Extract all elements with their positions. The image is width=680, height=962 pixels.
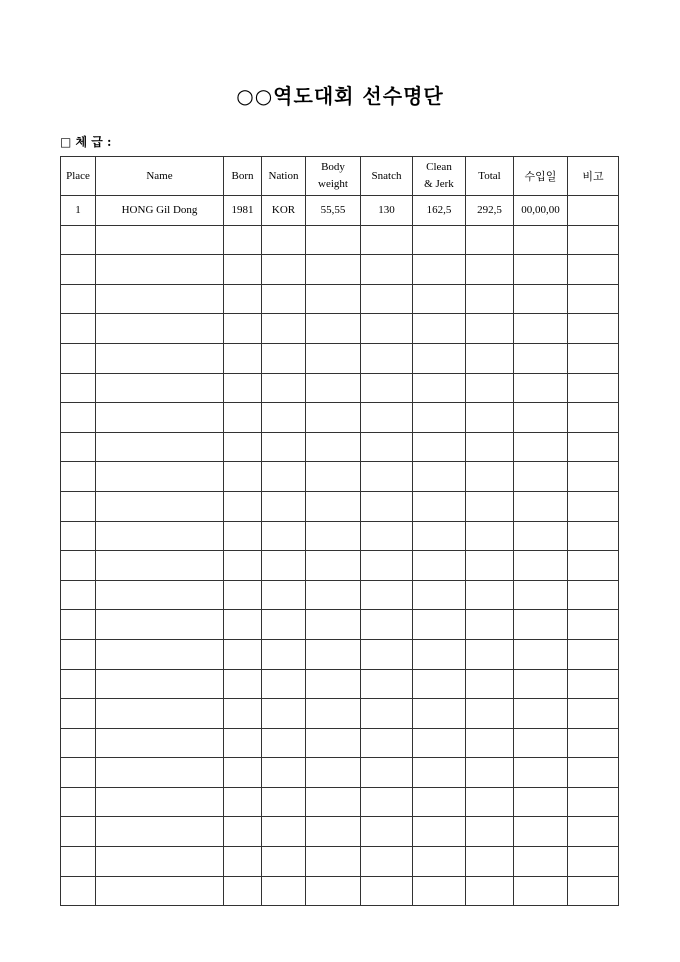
empty-row [61,847,619,877]
empty-row [61,225,619,255]
empty-cell [96,521,224,551]
empty-cell [61,225,96,255]
empty-cell [306,255,361,285]
empty-cell [568,610,619,640]
empty-cell [262,758,306,788]
roster-body [61,196,619,906]
empty-cell [514,787,568,817]
empty-cell [96,551,224,581]
empty-cell [413,699,466,729]
empty-cell [361,847,413,877]
empty-cell [361,817,413,847]
empty-cell [306,314,361,344]
empty-cell [361,728,413,758]
empty-cell [262,521,306,551]
empty-cell [224,787,262,817]
empty-cell [224,403,262,433]
empty-cell [413,284,466,314]
empty-cell [96,343,224,373]
empty-cell [224,817,262,847]
header-body-weight [306,157,361,196]
empty-cell [306,551,361,581]
empty-cell [413,787,466,817]
empty-cell [96,314,224,344]
header-nation: Nation [262,157,306,196]
empty-cell [306,462,361,492]
empty-cell [224,284,262,314]
empty-row [61,639,619,669]
empty-cell [306,699,361,729]
empty-cell [306,580,361,610]
empty-cell [224,639,262,669]
cell-place: 1 [61,196,96,226]
empty-row [61,699,619,729]
empty-cell [514,373,568,403]
empty-cell [306,787,361,817]
weight-class-label: □ 체 급 : [60,135,112,149]
empty-cell [413,521,466,551]
cell-born: 1981 [224,196,262,226]
empty-cell [262,314,306,344]
empty-row [61,669,619,699]
empty-cell [514,225,568,255]
empty-cell [466,432,514,462]
empty-cell [224,728,262,758]
table-row [61,196,619,226]
empty-cell [466,225,514,255]
empty-cell [568,373,619,403]
empty-cell [262,639,306,669]
empty-cell [96,284,224,314]
empty-cell [224,847,262,877]
empty-cell [568,669,619,699]
empty-cell [361,787,413,817]
cell-body-weight: 55,55 [306,196,361,226]
empty-cell [306,728,361,758]
empty-cell [568,876,619,906]
empty-cell [514,314,568,344]
empty-cell [361,284,413,314]
empty-cell [361,255,413,285]
empty-cell [224,580,262,610]
empty-cell [361,432,413,462]
empty-cell [262,699,306,729]
empty-cell [61,639,96,669]
empty-cell [466,462,514,492]
empty-cell [306,432,361,462]
empty-cell [61,847,96,877]
empty-cell [466,343,514,373]
empty-cell [361,669,413,699]
empty-cell [466,847,514,877]
empty-cell [361,758,413,788]
empty-row [61,255,619,285]
empty-cell [224,521,262,551]
empty-cell [224,255,262,285]
empty-cell [514,699,568,729]
empty-cell [568,403,619,433]
empty-cell [413,373,466,403]
empty-cell [262,876,306,906]
empty-cell [224,876,262,906]
empty-cell [61,462,96,492]
empty-cell [514,284,568,314]
empty-cell [224,373,262,403]
empty-cell [568,343,619,373]
empty-cell [96,787,224,817]
empty-row [61,491,619,521]
empty-cell [224,758,262,788]
empty-cell [262,610,306,640]
empty-cell [262,343,306,373]
empty-cell [413,551,466,581]
empty-cell [466,373,514,403]
empty-cell [466,521,514,551]
empty-cell [466,284,514,314]
empty-cell [568,225,619,255]
empty-cell [61,580,96,610]
empty-cell [514,610,568,640]
empty-cell [413,343,466,373]
empty-row [61,876,619,906]
empty-cell [361,373,413,403]
empty-cell [262,491,306,521]
empty-row [61,521,619,551]
empty-row [61,373,619,403]
empty-cell [224,669,262,699]
empty-cell [61,491,96,521]
empty-cell [306,876,361,906]
cell-date: 00,00,00 [514,196,568,226]
empty-cell [413,462,466,492]
empty-row [61,462,619,492]
empty-cell [96,639,224,669]
cell-name: HONG Gil Dong [96,196,224,226]
empty-cell [306,373,361,403]
empty-cell [413,817,466,847]
empty-cell [361,639,413,669]
empty-cell [224,343,262,373]
empty-cell [306,610,361,640]
header-place: Place [61,157,96,196]
empty-cell [568,728,619,758]
empty-cell [262,462,306,492]
empty-cell [61,876,96,906]
empty-cell [361,403,413,433]
empty-row [61,758,619,788]
empty-cell [514,817,568,847]
empty-cell [466,817,514,847]
empty-row [61,432,619,462]
header-remarks: 비고 [568,157,619,196]
empty-cell [96,373,224,403]
header-born: Born [224,157,262,196]
empty-cell [361,343,413,373]
empty-cell [514,876,568,906]
empty-cell [262,787,306,817]
empty-cell [224,551,262,581]
empty-cell [61,432,96,462]
empty-cell [224,699,262,729]
cell-nation: KOR [262,196,306,226]
empty-cell [514,432,568,462]
empty-cell [61,403,96,433]
empty-cell [96,728,224,758]
empty-cell [96,876,224,906]
empty-cell [568,817,619,847]
empty-cell [262,847,306,877]
empty-cell [466,669,514,699]
empty-cell [306,669,361,699]
empty-cell [61,669,96,699]
empty-cell [96,847,224,877]
empty-cell [224,432,262,462]
empty-cell [514,462,568,492]
empty-cell [61,521,96,551]
empty-cell [306,817,361,847]
empty-row [61,817,619,847]
empty-cell [413,491,466,521]
empty-cell [262,373,306,403]
empty-cell [466,314,514,344]
empty-cell [262,551,306,581]
empty-cell [413,847,466,877]
cell-remarks [568,196,619,226]
empty-cell [61,373,96,403]
empty-cell [361,551,413,581]
empty-cell [466,551,514,581]
empty-cell [61,787,96,817]
empty-cell [262,580,306,610]
empty-cell [466,610,514,640]
cell-total: 292,5 [466,196,514,226]
empty-cell [96,669,224,699]
empty-cell [466,787,514,817]
empty-cell [306,284,361,314]
empty-cell [514,580,568,610]
header-body-weight-line1: Body [321,161,345,173]
empty-cell [466,491,514,521]
empty-cell [568,314,619,344]
empty-cell [61,728,96,758]
empty-row [61,728,619,758]
empty-cell [413,225,466,255]
empty-cell [96,255,224,285]
empty-cell [96,580,224,610]
empty-cell [306,847,361,877]
empty-cell [568,491,619,521]
athlete-roster-table [60,156,619,906]
empty-cell [306,403,361,433]
header-body-weight-line2: weight [318,178,348,190]
empty-cell [568,462,619,492]
empty-cell [413,758,466,788]
empty-cell [568,699,619,729]
empty-cell [514,343,568,373]
empty-row [61,580,619,610]
empty-cell [96,462,224,492]
empty-cell [413,669,466,699]
empty-cell [306,225,361,255]
empty-cell [96,758,224,788]
empty-cell [361,462,413,492]
empty-cell [568,787,619,817]
empty-cell [61,610,96,640]
empty-cell [514,551,568,581]
empty-cell [568,551,619,581]
empty-cell [361,580,413,610]
empty-cell [224,462,262,492]
empty-cell [96,403,224,433]
cell-snatch: 130 [361,196,413,226]
empty-cell [361,876,413,906]
empty-cell [514,669,568,699]
empty-cell [568,284,619,314]
empty-cell [306,639,361,669]
header-clean-jerk [413,157,466,196]
empty-cell [96,610,224,640]
empty-cell [466,580,514,610]
empty-cell [568,639,619,669]
empty-row [61,787,619,817]
empty-cell [413,639,466,669]
header-name: Name [96,157,224,196]
empty-row [61,314,619,344]
empty-cell [568,580,619,610]
empty-cell [413,610,466,640]
empty-cell [224,491,262,521]
empty-cell [514,728,568,758]
empty-cell [224,225,262,255]
empty-cell [514,639,568,669]
empty-cell [361,491,413,521]
empty-cell [61,551,96,581]
empty-cell [262,225,306,255]
empty-cell [61,343,96,373]
empty-cell [413,580,466,610]
header-clean-jerk-line1: Clean [426,161,452,173]
empty-cell [413,255,466,285]
empty-cell [413,314,466,344]
empty-cell [568,432,619,462]
empty-cell [568,521,619,551]
empty-cell [361,610,413,640]
empty-cell [96,225,224,255]
empty-cell [514,491,568,521]
empty-cell [568,255,619,285]
empty-cell [413,728,466,758]
empty-cell [306,758,361,788]
header-total: Total [466,157,514,196]
empty-cell [466,876,514,906]
empty-cell [262,669,306,699]
empty-cell [361,699,413,729]
empty-cell [568,758,619,788]
empty-cell [306,343,361,373]
empty-cell [466,639,514,669]
empty-cell [224,610,262,640]
empty-cell [514,847,568,877]
empty-cell [61,817,96,847]
header-snatch: Snatch [361,157,413,196]
empty-cell [61,255,96,285]
empty-cell [306,521,361,551]
empty-cell [262,817,306,847]
empty-cell [466,255,514,285]
empty-cell [61,284,96,314]
empty-cell [413,432,466,462]
empty-cell [96,432,224,462]
empty-row [61,610,619,640]
empty-cell [361,521,413,551]
empty-cell [224,314,262,344]
empty-row [61,403,619,433]
empty-cell [306,491,361,521]
header-date: 수입일 [514,157,568,196]
empty-cell [61,314,96,344]
empty-cell [514,403,568,433]
empty-cell [568,847,619,877]
empty-cell [514,521,568,551]
empty-cell [96,699,224,729]
cell-clean-jerk: 162,5 [413,196,466,226]
empty-cell [466,728,514,758]
header-clean-jerk-line2: & Jerk [424,178,454,190]
empty-cell [514,255,568,285]
empty-cell [466,403,514,433]
table-header-row [61,157,619,196]
empty-cell [361,225,413,255]
empty-row [61,551,619,581]
empty-cell [61,699,96,729]
empty-cell [262,255,306,285]
empty-cell [413,876,466,906]
page-title: ○○역도대회 선수명단 [236,84,444,108]
empty-cell [466,699,514,729]
empty-cell [262,403,306,433]
empty-cell [413,403,466,433]
empty-cell [466,758,514,788]
empty-cell [262,284,306,314]
empty-cell [262,728,306,758]
empty-cell [61,758,96,788]
empty-cell [262,432,306,462]
empty-cell [361,314,413,344]
empty-row [61,284,619,314]
empty-cell [96,817,224,847]
empty-cell [514,758,568,788]
empty-row [61,343,619,373]
empty-cell [96,491,224,521]
